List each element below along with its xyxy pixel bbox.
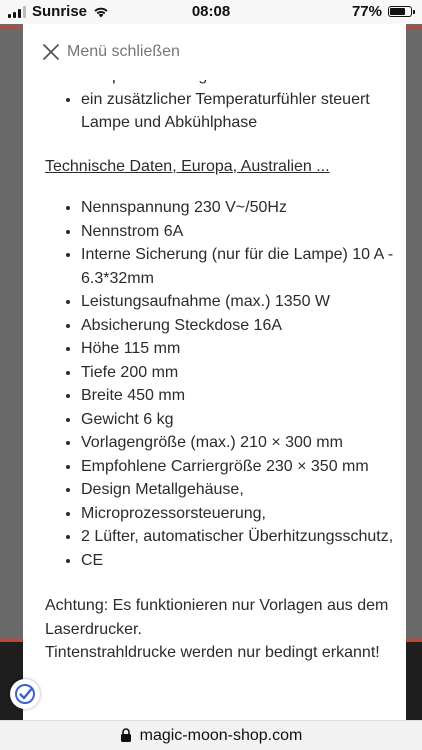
warning-text: Tintenstrahldrucke werden nur bedingt erkannt! bbox=[45, 644, 380, 661]
spec-item: • Absicherung Steckdose 16A bbox=[81, 314, 395, 338]
list-item: • ein zusätzlicher Temperaturfühler steuert Lampe und Abkühlphase bbox=[81, 88, 395, 135]
specs-section bbox=[45, 196, 395, 572]
spec-item: • 2 Lüfter, automatischer Überhitzungsschutz, bbox=[81, 525, 395, 549]
spec-item: • CE bbox=[81, 549, 395, 573]
spec-item: • Vorlagengröße (max.) 210 × 300 mm bbox=[81, 431, 395, 455]
status-left bbox=[8, 3, 109, 20]
status-bar bbox=[0, 0, 422, 24]
lock-icon bbox=[120, 728, 132, 743]
spec-item: • Gewicht 6 kg bbox=[81, 408, 395, 432]
product-description bbox=[45, 64, 395, 665]
trust-badge[interactable] bbox=[10, 679, 40, 709]
spec-item: • Microprozessorsteuerung, bbox=[81, 502, 395, 526]
status-right bbox=[352, 3, 412, 20]
clock: 08:08 bbox=[191, 3, 231, 20]
specs-list bbox=[45, 196, 395, 572]
background-divider bbox=[406, 26, 422, 29]
close-icon bbox=[41, 42, 61, 62]
battery-icon bbox=[388, 6, 412, 17]
spec-item: • Nennstrom 6A bbox=[81, 220, 395, 244]
spec-item: • Interne Sicherung (nur für die Lampe) 10 A - 6.3*32mm bbox=[81, 243, 395, 290]
specs-heading-link[interactable]: Technische Daten, Europa, Australien ... bbox=[45, 157, 330, 175]
browser-url-bar[interactable] bbox=[0, 720, 422, 750]
warning-text: Achtung: Es funktionieren nur Vorlagen aus dem Laserdrucker. bbox=[45, 597, 389, 638]
spec-item: • Höhe 115 mm bbox=[81, 337, 395, 361]
menu-panel bbox=[23, 24, 406, 720]
spec-item: • Empfohlene Carriergröße 230 × 350 mm bbox=[81, 455, 395, 479]
spec-item: • Breite 450 mm bbox=[81, 384, 395, 408]
spec-item: • Tiefe 200 mm bbox=[81, 361, 395, 385]
background-divider bbox=[0, 639, 23, 642]
warning-note bbox=[45, 594, 395, 665]
spec-item: • Leistungsaufnahme (max.) 1350 W bbox=[81, 290, 395, 314]
carrier-name: Sunrise bbox=[32, 3, 88, 20]
spec-item: • Design Metallgehäuse, bbox=[81, 478, 395, 502]
battery-fill bbox=[390, 8, 405, 15]
close-menu-label: Menü schließen bbox=[67, 43, 180, 60]
background-divider bbox=[406, 639, 422, 642]
background-divider bbox=[0, 26, 23, 29]
menu-header bbox=[23, 24, 406, 80]
background-page-right bbox=[406, 24, 422, 720]
close-menu-button[interactable] bbox=[41, 42, 180, 62]
wifi-icon bbox=[93, 6, 109, 18]
spec-item: • Nennspannung 230 V~/50Hz bbox=[81, 196, 395, 220]
battery-percent: 77% bbox=[351, 3, 382, 20]
cellular-signal-icon bbox=[8, 6, 26, 18]
battery-cap bbox=[413, 10, 415, 14]
background-page-left bbox=[0, 24, 23, 720]
checkmark-shield-icon bbox=[14, 683, 36, 705]
url-domain: magic-moon-shop.com bbox=[139, 726, 303, 744]
